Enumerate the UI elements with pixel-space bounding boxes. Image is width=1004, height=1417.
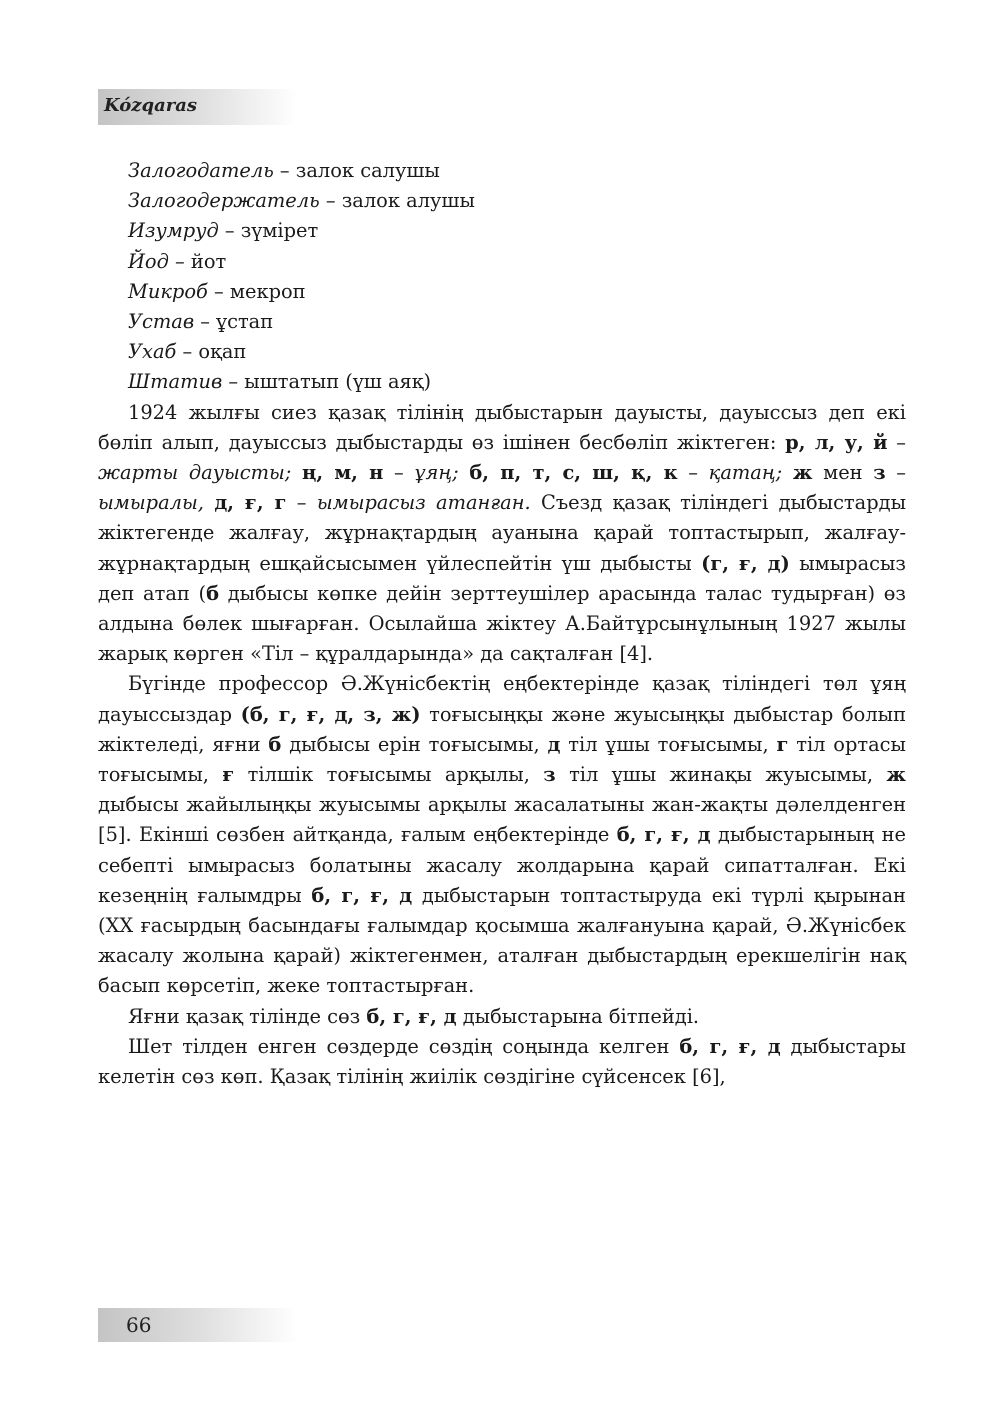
term: Штатив — [128, 370, 223, 394]
separator: – — [176, 340, 199, 364]
text-run: 1924 жылғы сиез қазақ тілінің дыбыстарын дауысты, дауыссыз деп екі бөліп алып, дауыссыз дыбыстарды өз ішінен бесбөліп жіктеген: — [98, 400, 906, 454]
separator: – — [319, 189, 342, 213]
text-run: ымырасыз деп атап ( — [98, 551, 906, 605]
page-body — [98, 156, 906, 1092]
italic-run: жарты дауысты; — [98, 461, 292, 485]
term: Микроб — [128, 279, 208, 303]
bold-run: ж — [886, 763, 906, 787]
bold-run: г — [776, 732, 789, 756]
text-run — [459, 461, 470, 484]
bold-run: д — [547, 732, 561, 756]
term: Изумруд — [128, 219, 219, 243]
bold-run: (б, г, ғ, д, з, ж) — [240, 702, 421, 726]
translation: йот — [190, 249, 227, 273]
bold-run: ж — [792, 461, 813, 485]
separator: – — [222, 370, 245, 394]
text-run: тіл ортасы тоғысымы, — [98, 732, 906, 787]
text-run: дыбысы ерін тоғысымы, — [281, 732, 548, 756]
term: Йод — [128, 249, 169, 273]
glossary-entry — [98, 337, 906, 367]
translation: ұстап — [216, 310, 274, 334]
text-run: Бүгінде профессор Ә.Жүнісбектің еңбектерінде қазақ тіліндегі төл ұяң дауыссыздар — [98, 672, 906, 726]
text-run: Яғни қазақ тілінде сөз — [128, 1004, 367, 1028]
italic-run: ымырасыз атанған. — [316, 491, 531, 515]
running-header — [98, 89, 298, 125]
separator: – — [207, 279, 230, 303]
glossary-entry — [98, 156, 906, 186]
body-paragraph — [98, 1002, 906, 1032]
bold-run: б, г, ғ, д — [616, 823, 711, 847]
glossary-entry — [98, 216, 906, 246]
bold-run: б — [268, 732, 282, 756]
text-run — [291, 461, 302, 484]
body-paragraph — [98, 398, 906, 670]
bold-run: ғ — [222, 763, 235, 787]
glossary-entry — [98, 247, 906, 277]
text-run: дыбысы жайылыңқы жуысымы арқылы жасалатыны жан-жақты дәлелденген [5]. Екінші сөзбен айтқанда, ғалым еңбектерінде — [98, 793, 906, 847]
text-run: дыбыстары келетін сөз көп. Қазақ тілінің жиілік сөздігіне сүйсенсек [6], — [98, 1034, 906, 1089]
italic-run: ымыралы, — [98, 491, 204, 515]
bold-run: д, ғ, г — [214, 491, 287, 515]
bold-run: (г, ғ, д) — [701, 551, 790, 575]
bold-run: р, л, у, й — [785, 430, 888, 454]
text-run: – — [887, 430, 907, 454]
text-run: тілшік тоғысымы арқылы, — [234, 763, 544, 787]
glossary-entry — [98, 186, 906, 216]
text-run: тіл ұшы жинақы жуысымы, — [555, 763, 887, 787]
bold-run: ң, м, н — [302, 461, 384, 485]
translation: ыштатып (үш аяқ) — [244, 370, 432, 394]
translation: залок салушы — [295, 159, 440, 182]
translation: мекроп — [229, 279, 306, 303]
text-run: – — [885, 461, 906, 485]
bold-run: з — [543, 763, 556, 787]
italic-run: ұяң; — [414, 461, 459, 485]
glossary-entry — [98, 307, 906, 337]
page-number: 66 — [126, 1313, 152, 1337]
text-run: Съезд қазақ тіліндегі дыбыстарды жіктегенде жалғау, жұрнақтардың ауанына қарай топтастырып, жалғау-жұрнақтардың ешқайсысымен үйлеспейтін үш дыбысты — [98, 491, 906, 575]
journal-title: Kózqaras — [104, 95, 198, 116]
glossary-entry — [98, 367, 906, 397]
text-run: дыбыстарының не себепті ымырасыз болатыны жасалу жолдарына қарай сипатталған. Екі кезеңнің ғалымдры — [98, 823, 906, 907]
text-run: мен — [812, 461, 874, 485]
separator: – — [273, 159, 296, 182]
body-paragraph — [98, 1032, 906, 1092]
text-run: – — [383, 461, 415, 485]
separator: – — [218, 219, 241, 243]
text-run: – — [286, 491, 317, 515]
text-run: тоғысыңқы және жуысыңқы дыбыстар болып жіктеледі, яғни — [98, 702, 906, 756]
separator: – — [168, 249, 191, 273]
translation: залок алушы — [341, 189, 475, 213]
italic-run: қатаң; — [708, 461, 783, 485]
body-paragraph — [98, 669, 906, 1001]
glossary-entry — [98, 277, 906, 307]
bold-run: б — [206, 581, 220, 605]
text-run — [204, 491, 214, 514]
translation: зүмірет — [240, 219, 319, 243]
bold-run: з — [873, 461, 886, 485]
bold-run: б, г, ғ, д — [679, 1034, 781, 1058]
text-run: тіл ұшы тоғысымы, — [560, 732, 777, 756]
term: Ухаб — [128, 340, 177, 364]
page-footer — [98, 1308, 298, 1342]
text-run: Шет тілден енген сөздерде сөздің соңында келген — [128, 1034, 680, 1058]
text-run: – — [677, 461, 709, 485]
separator: – — [194, 310, 217, 334]
text-run — [782, 461, 793, 484]
term: Залогодатель — [128, 159, 274, 182]
text-run: дыбысы көпке дейін зерттеушілер арасында талас тудырған) өз алдына бөлек шығарған. Осылайша жіктеу А.Байтұрсынұлының 1927 жылы жарық көрген «Тіл – құралдарында» да сақталған [4]. — [98, 581, 906, 666]
term: Устав — [128, 310, 195, 334]
translation: оқап — [198, 340, 247, 364]
text-run: дыбыстарына бітпейді. — [456, 1004, 700, 1028]
text-run: дыбыстарын топтастыруда екі түрлі қырынан (ХХ ғасырдың басындағы ғалымдар қосымша жалғануына қарай, Ә.Жүнісбек жасалу жолына қарай) жіктегенмен, аталған дыбыстардың ерекшелігін нақ басып көрсетіп, жеке топтастырған. — [98, 883, 906, 998]
bold-run: б, г, ғ, д — [311, 883, 413, 907]
term: Залогодержатель — [128, 189, 320, 213]
bold-run: б, п, т, с, ш, қ, к — [469, 461, 678, 485]
bold-run: б, г, ғ, д — [366, 1004, 457, 1028]
